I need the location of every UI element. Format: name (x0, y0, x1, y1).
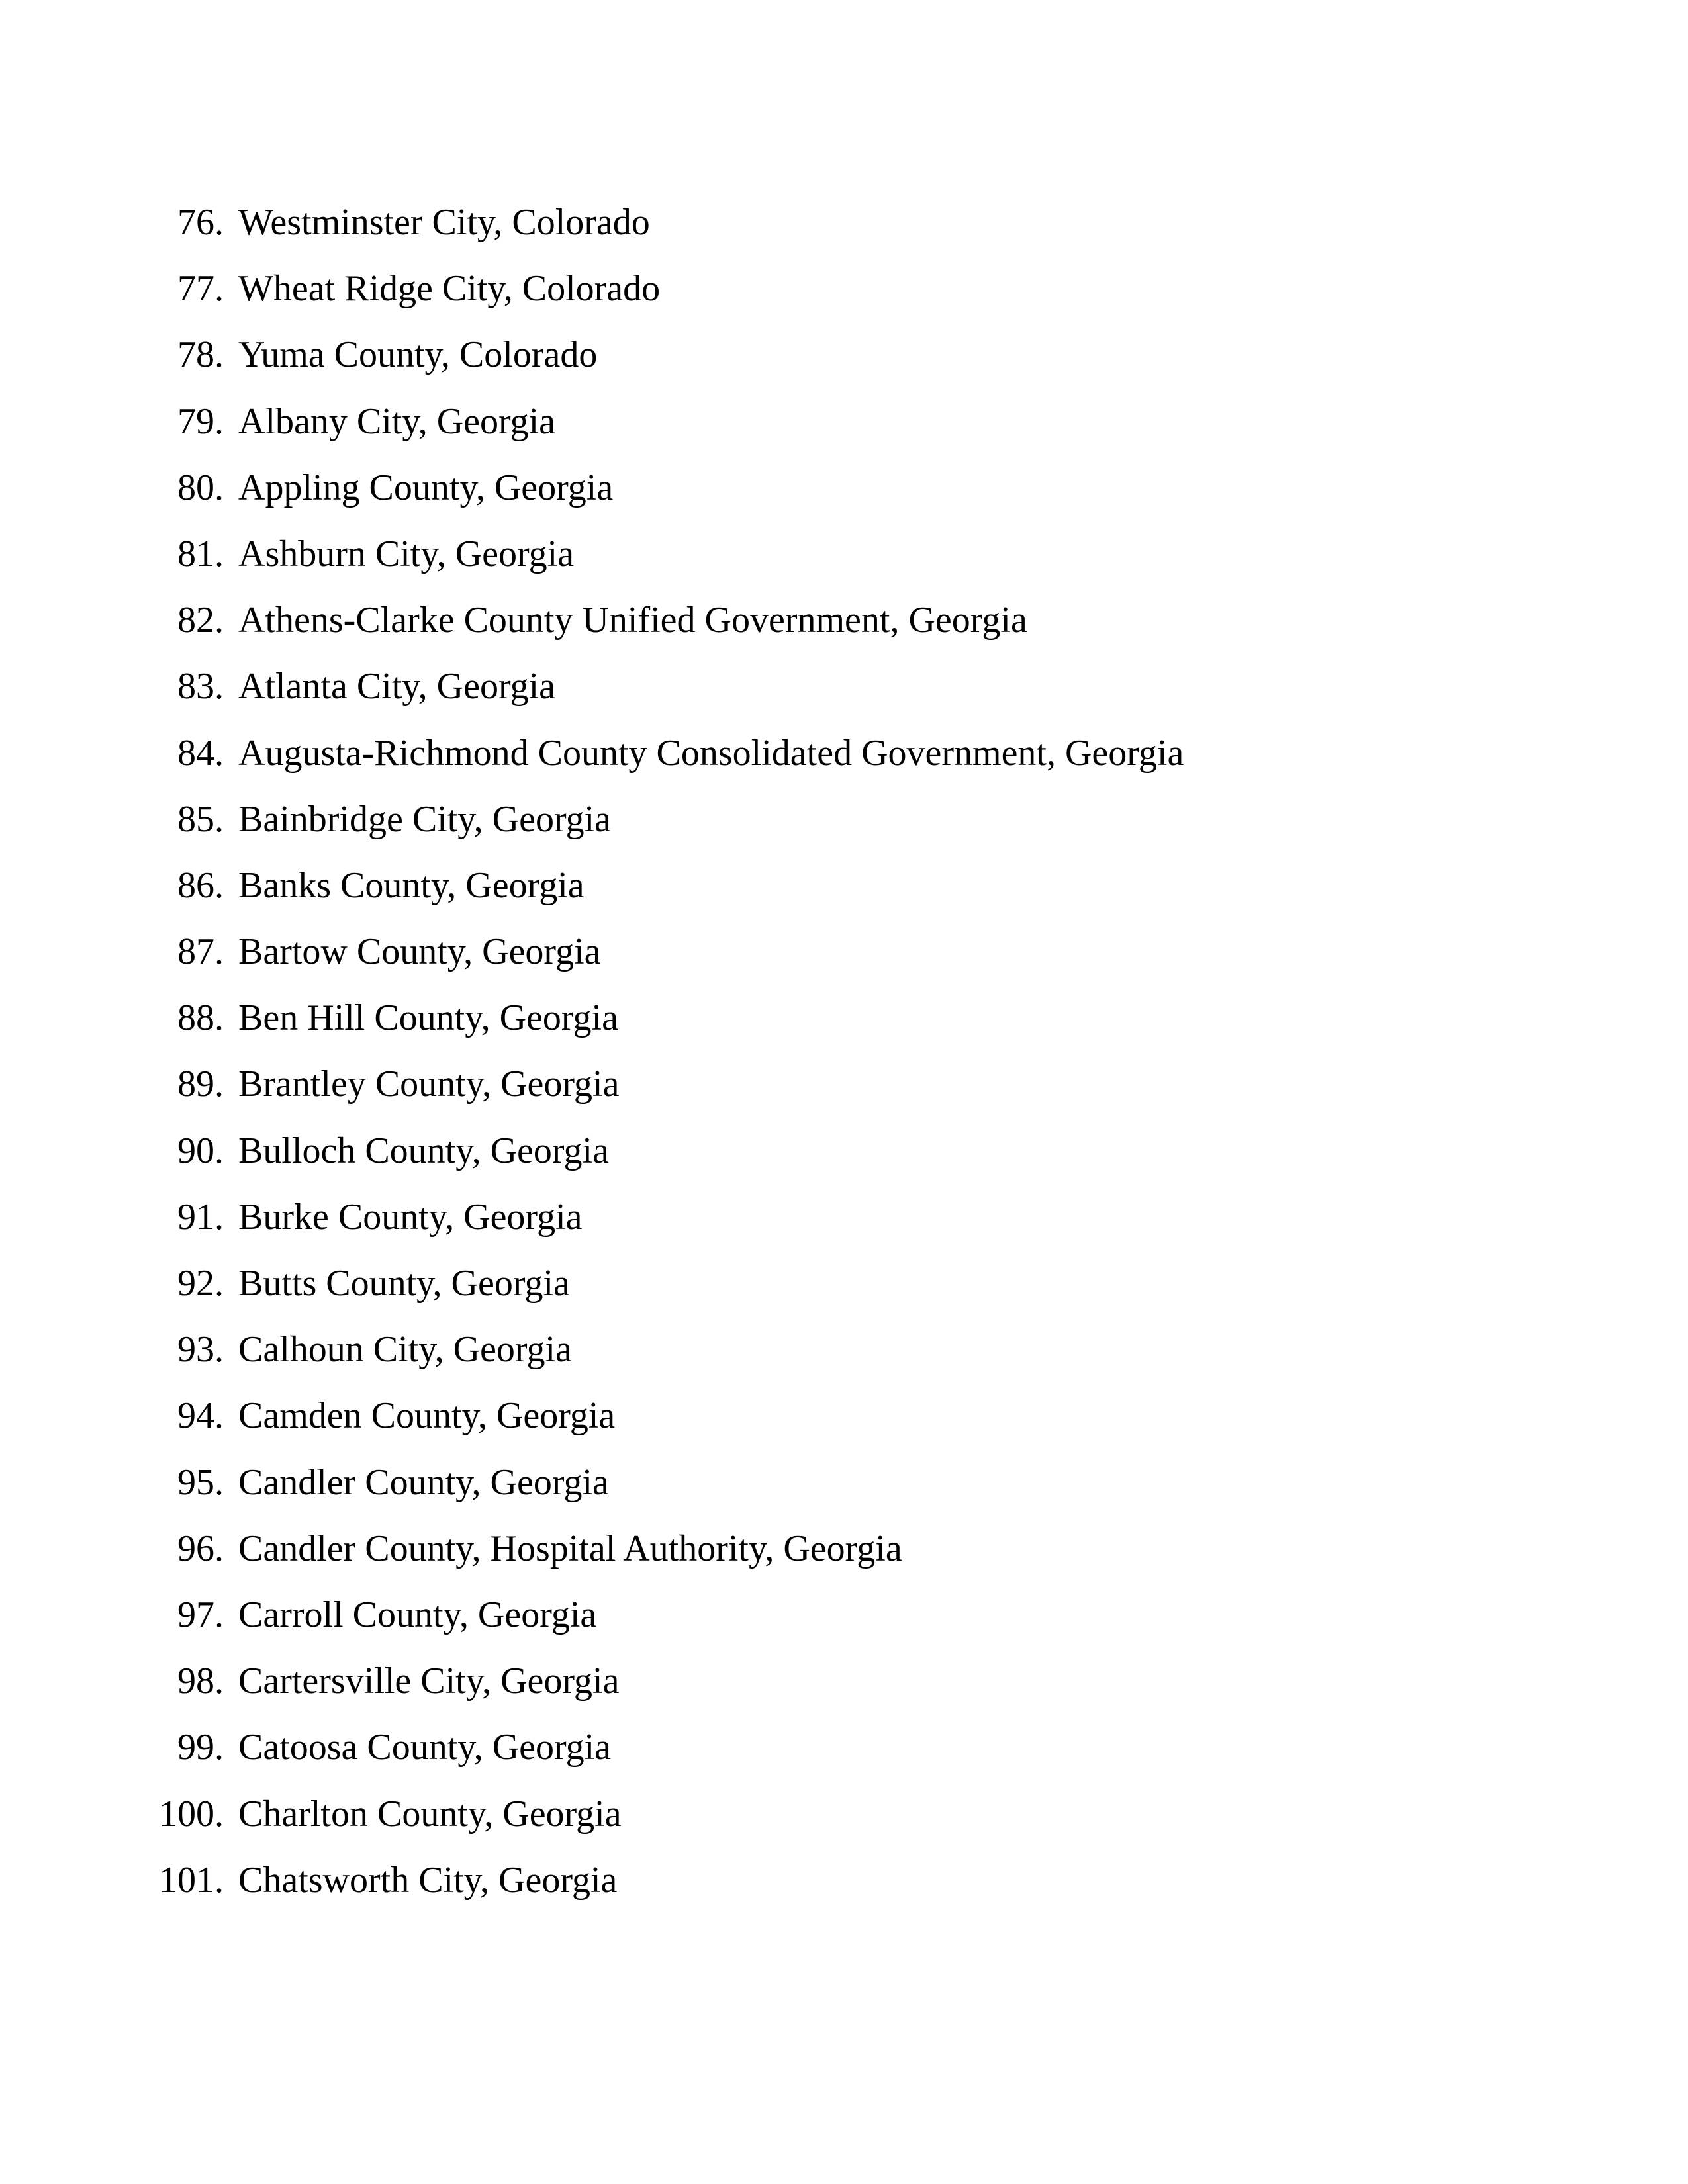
list-item-text: Appling County, Georgia (238, 467, 614, 508)
list-item-text: Bainbridge City, Georgia (238, 798, 612, 840)
list-item (152, 1259, 1184, 1326)
list-item-number: 79. (177, 400, 224, 442)
list-item-number: 78. (177, 334, 224, 376)
list-item (152, 331, 1184, 397)
list-item-number: 101. (159, 1859, 224, 1901)
list-item-number: 100. (159, 1793, 224, 1835)
list-item-text: Burke County, Georgia (238, 1196, 583, 1238)
list-item-number: 97. (177, 1594, 224, 1635)
list-item-text: Banks County, Georgia (238, 864, 585, 906)
list-item (152, 1127, 1184, 1193)
list-item-text: Bulloch County, Georgia (238, 1130, 609, 1171)
list-item (152, 265, 1184, 331)
list-item-text: Wheat Ridge City, Colorado (238, 268, 661, 310)
list-item (152, 596, 1184, 662)
list-item-number: 95. (177, 1461, 224, 1503)
list-item-text: Cartersville City, Georgia (238, 1661, 620, 1702)
list-item (152, 1525, 1184, 1591)
list-item (152, 928, 1184, 994)
list-item-number: 91. (177, 1196, 224, 1238)
list-item-number: 99. (177, 1727, 224, 1768)
list-item-number: 93. (177, 1329, 224, 1371)
list-item-number: 98. (177, 1661, 224, 1702)
list-item (152, 1790, 1184, 1856)
list-item-text: Calhoun City, Georgia (238, 1329, 572, 1371)
list-item-text: Ashburn City, Georgia (238, 533, 575, 574)
list-item-number: 90. (177, 1130, 224, 1171)
list-item (152, 1459, 1184, 1525)
list-item-number: 82. (177, 600, 224, 641)
list-item-text: Westminster City, Colorado (238, 202, 650, 243)
list-item (152, 1591, 1184, 1657)
list-item-number: 86. (177, 864, 224, 906)
list-item (152, 1657, 1184, 1723)
list-item-text: Atlanta City, Georgia (238, 666, 556, 707)
list-item (152, 994, 1184, 1060)
list-item (152, 1060, 1184, 1126)
list-item-text: Carroll County, Georgia (238, 1594, 597, 1635)
list-item-number: 88. (177, 997, 224, 1039)
list-item-text: Yuma County, Colorado (238, 334, 598, 376)
list-item-number: 83. (177, 666, 224, 707)
list-item-text: Catoosa County, Georgia (238, 1727, 612, 1768)
entity-list (152, 199, 1184, 1923)
list-item-text: Camden County, Georgia (238, 1395, 616, 1437)
list-item-text: Bartow County, Georgia (238, 931, 601, 973)
list-item-number: 92. (177, 1263, 224, 1304)
list-item-text: Charlton County, Georgia (238, 1793, 622, 1835)
list-item-text: Albany City, Georgia (238, 400, 556, 442)
list-item-text: Chatsworth City, Georgia (238, 1859, 618, 1901)
list-item (152, 530, 1184, 596)
list-item-number: 81. (177, 533, 224, 574)
list-item-text: Candler County, Hospital Authority, Georgia (238, 1527, 902, 1569)
list-item-number: 96. (177, 1527, 224, 1569)
list-item (152, 1392, 1184, 1458)
list-item-number: 84. (177, 732, 224, 774)
list-item-number: 85. (177, 798, 224, 840)
list-item (152, 1856, 1184, 1923)
list-item (152, 464, 1184, 530)
list-item-number: 80. (177, 467, 224, 508)
list-item-number: 77. (177, 268, 224, 310)
list-item-text: Augusta-Richmond County Consolidated Government, Georgia (238, 732, 1184, 774)
list-item (152, 662, 1184, 729)
list-item-number: 76. (177, 202, 224, 243)
list-item (152, 862, 1184, 928)
list-item-text: Candler County, Georgia (238, 1461, 609, 1503)
list-item-number: 89. (177, 1064, 224, 1105)
list-item (152, 199, 1184, 265)
list-item (152, 1723, 1184, 1790)
list-item (152, 796, 1184, 862)
list-item (152, 1193, 1184, 1259)
list-item-text: Ben Hill County, Georgia (238, 997, 618, 1039)
list-item-number: 87. (177, 931, 224, 973)
list-item (152, 729, 1184, 796)
list-item (152, 1326, 1184, 1392)
list-item-text: Brantley County, Georgia (238, 1064, 620, 1105)
list-item-number: 94. (177, 1395, 224, 1437)
list-item (152, 398, 1184, 464)
list-item-text: Athens-Clarke County Unified Government, Georgia (238, 600, 1027, 641)
list-item-text: Butts County, Georgia (238, 1263, 570, 1304)
